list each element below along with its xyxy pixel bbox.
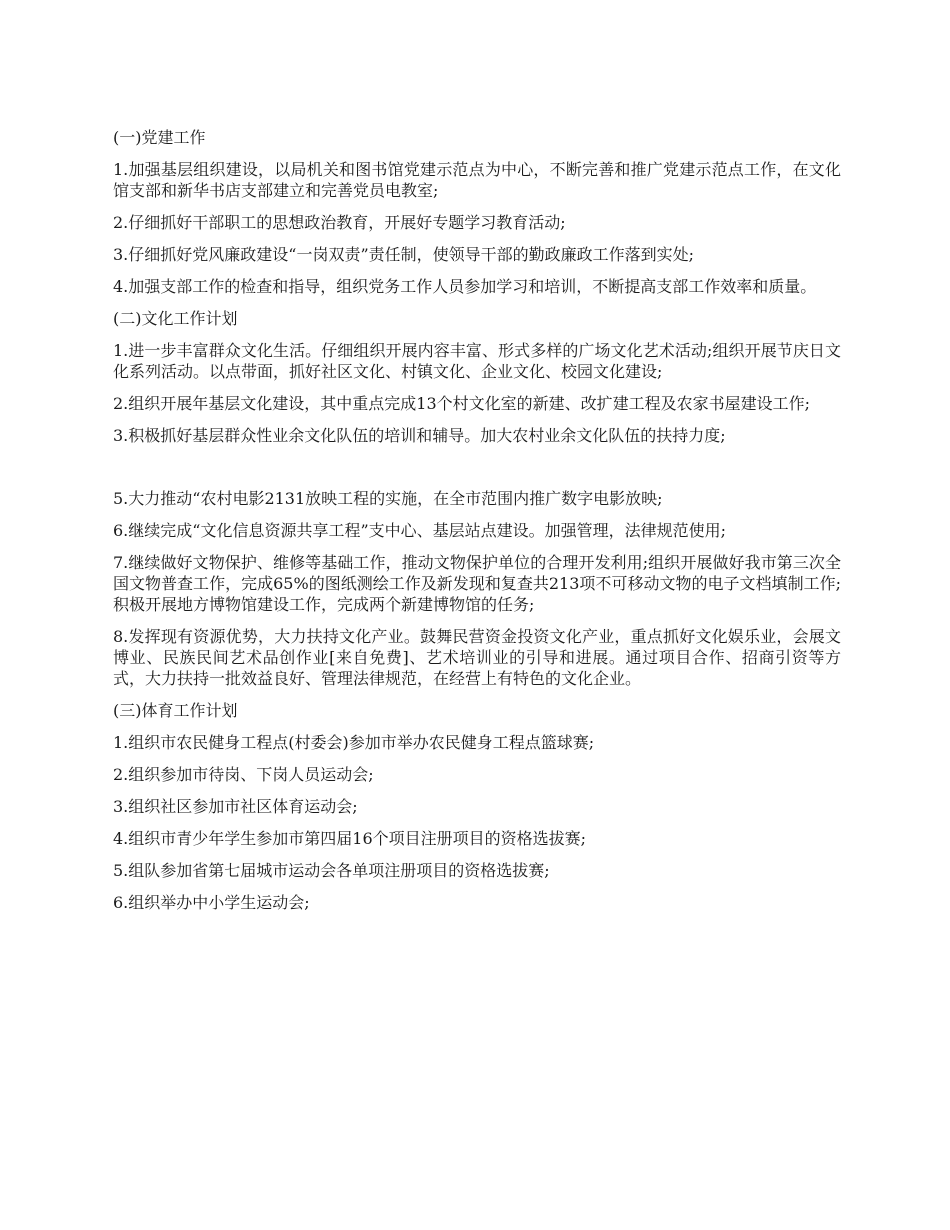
list-item: 6.组织举办中小学生运动会; bbox=[113, 893, 310, 912]
list-item: 7.继续做好文物保护、维修等基础工作，推动文物保护单位的合理开发利用;组织开展做好我市第三次全国文物普查工作，完成65%的图纸测绘工作及新发现和复查共213项不可移动文物的电子文档填制工作;积极开展地方博物馆建设工作，完成两个新建博物馆的任务; bbox=[113, 553, 841, 614]
list-item: 3.组织社区参加市社区体育运动会; bbox=[113, 797, 358, 816]
list-item: 4.组织市青少年学生参加市第四届16个项目注册项目的资格选拔赛; bbox=[113, 829, 587, 848]
list-item: 3.仔细抓好党风廉政建设“一岗双责”责任制，使领导干部的勤政廉政工作落到实处; bbox=[113, 245, 695, 264]
list-item: 2.组织参加市待岗、下岗人员运动会; bbox=[113, 765, 374, 784]
list-item: 3.积极抓好基层群众性业余文化队伍的培训和辅导。加大农村业余文化队伍的扶持力度; bbox=[113, 426, 726, 445]
list-item: 5.大力推动“农村电影2131放映工程的实施，在全市范围内推广数字电影放映; bbox=[113, 489, 663, 508]
list-item: 2.组织开展年基层文化建设，其中重点完成13个村文化室的新建、改扩建工程及农家书屋建设工作; bbox=[113, 394, 811, 413]
section-heading-culture-plan: (二)文化工作计划 bbox=[113, 309, 238, 328]
list-item: 5.组队参加省第七届城市运动会各单项注册项目的资格选拔赛; bbox=[113, 861, 550, 880]
list-item: 8.发挥现有资源优势，大力扶持文化产业。鼓舞民营资金投资文化产业，重点抓好文化娱乐业，会展文博业、民族民间艺术品创作业[来自免费]、艺术培训业的引导和进展。通过项目合作、招商引资等方式，大力扶持一批效益良好、管理法律规范，在经营上有特色的文化企业。 bbox=[113, 627, 841, 688]
list-item: 4.加强支部工作的检查和指导，组织党务工作人员参加学习和培训，不断提高支部工作效率和质量。 bbox=[113, 277, 817, 296]
section-heading-party-building: (一)党建工作 bbox=[113, 128, 206, 147]
list-item: 6.继续完成“文化信息资源共享工程”支中心、基层站点建设。加强管理，法律规范使用; bbox=[113, 521, 727, 540]
list-item: 2.仔细抓好干部职工的思想政治教育，开展好专题学习教育活动; bbox=[113, 213, 566, 232]
list-item: 1.组织市农民健身工程点(村委会)参加市举办农民健身工程点篮球赛; bbox=[113, 733, 595, 752]
section-heading-sports-plan: (三)体育工作计划 bbox=[113, 701, 238, 720]
document-body bbox=[113, 127, 841, 924]
list-item: 1.加强基层组织建设，以局机关和图书馆党建示范点为中心，不断完善和推广党建示范点工作，在文化馆支部和新华书店支部建立和完善党员电教室; bbox=[113, 160, 841, 200]
blank-spacer bbox=[113, 457, 841, 488]
list-item: 1.进一步丰富群众文化生活。仔细组织开展内容丰富、形式多样的广场文化艺术活动;组织开展节庆日文化系列活动。以点带面，抓好社区文化、村镇文化、企业文化、校园文化建设; bbox=[113, 341, 841, 381]
